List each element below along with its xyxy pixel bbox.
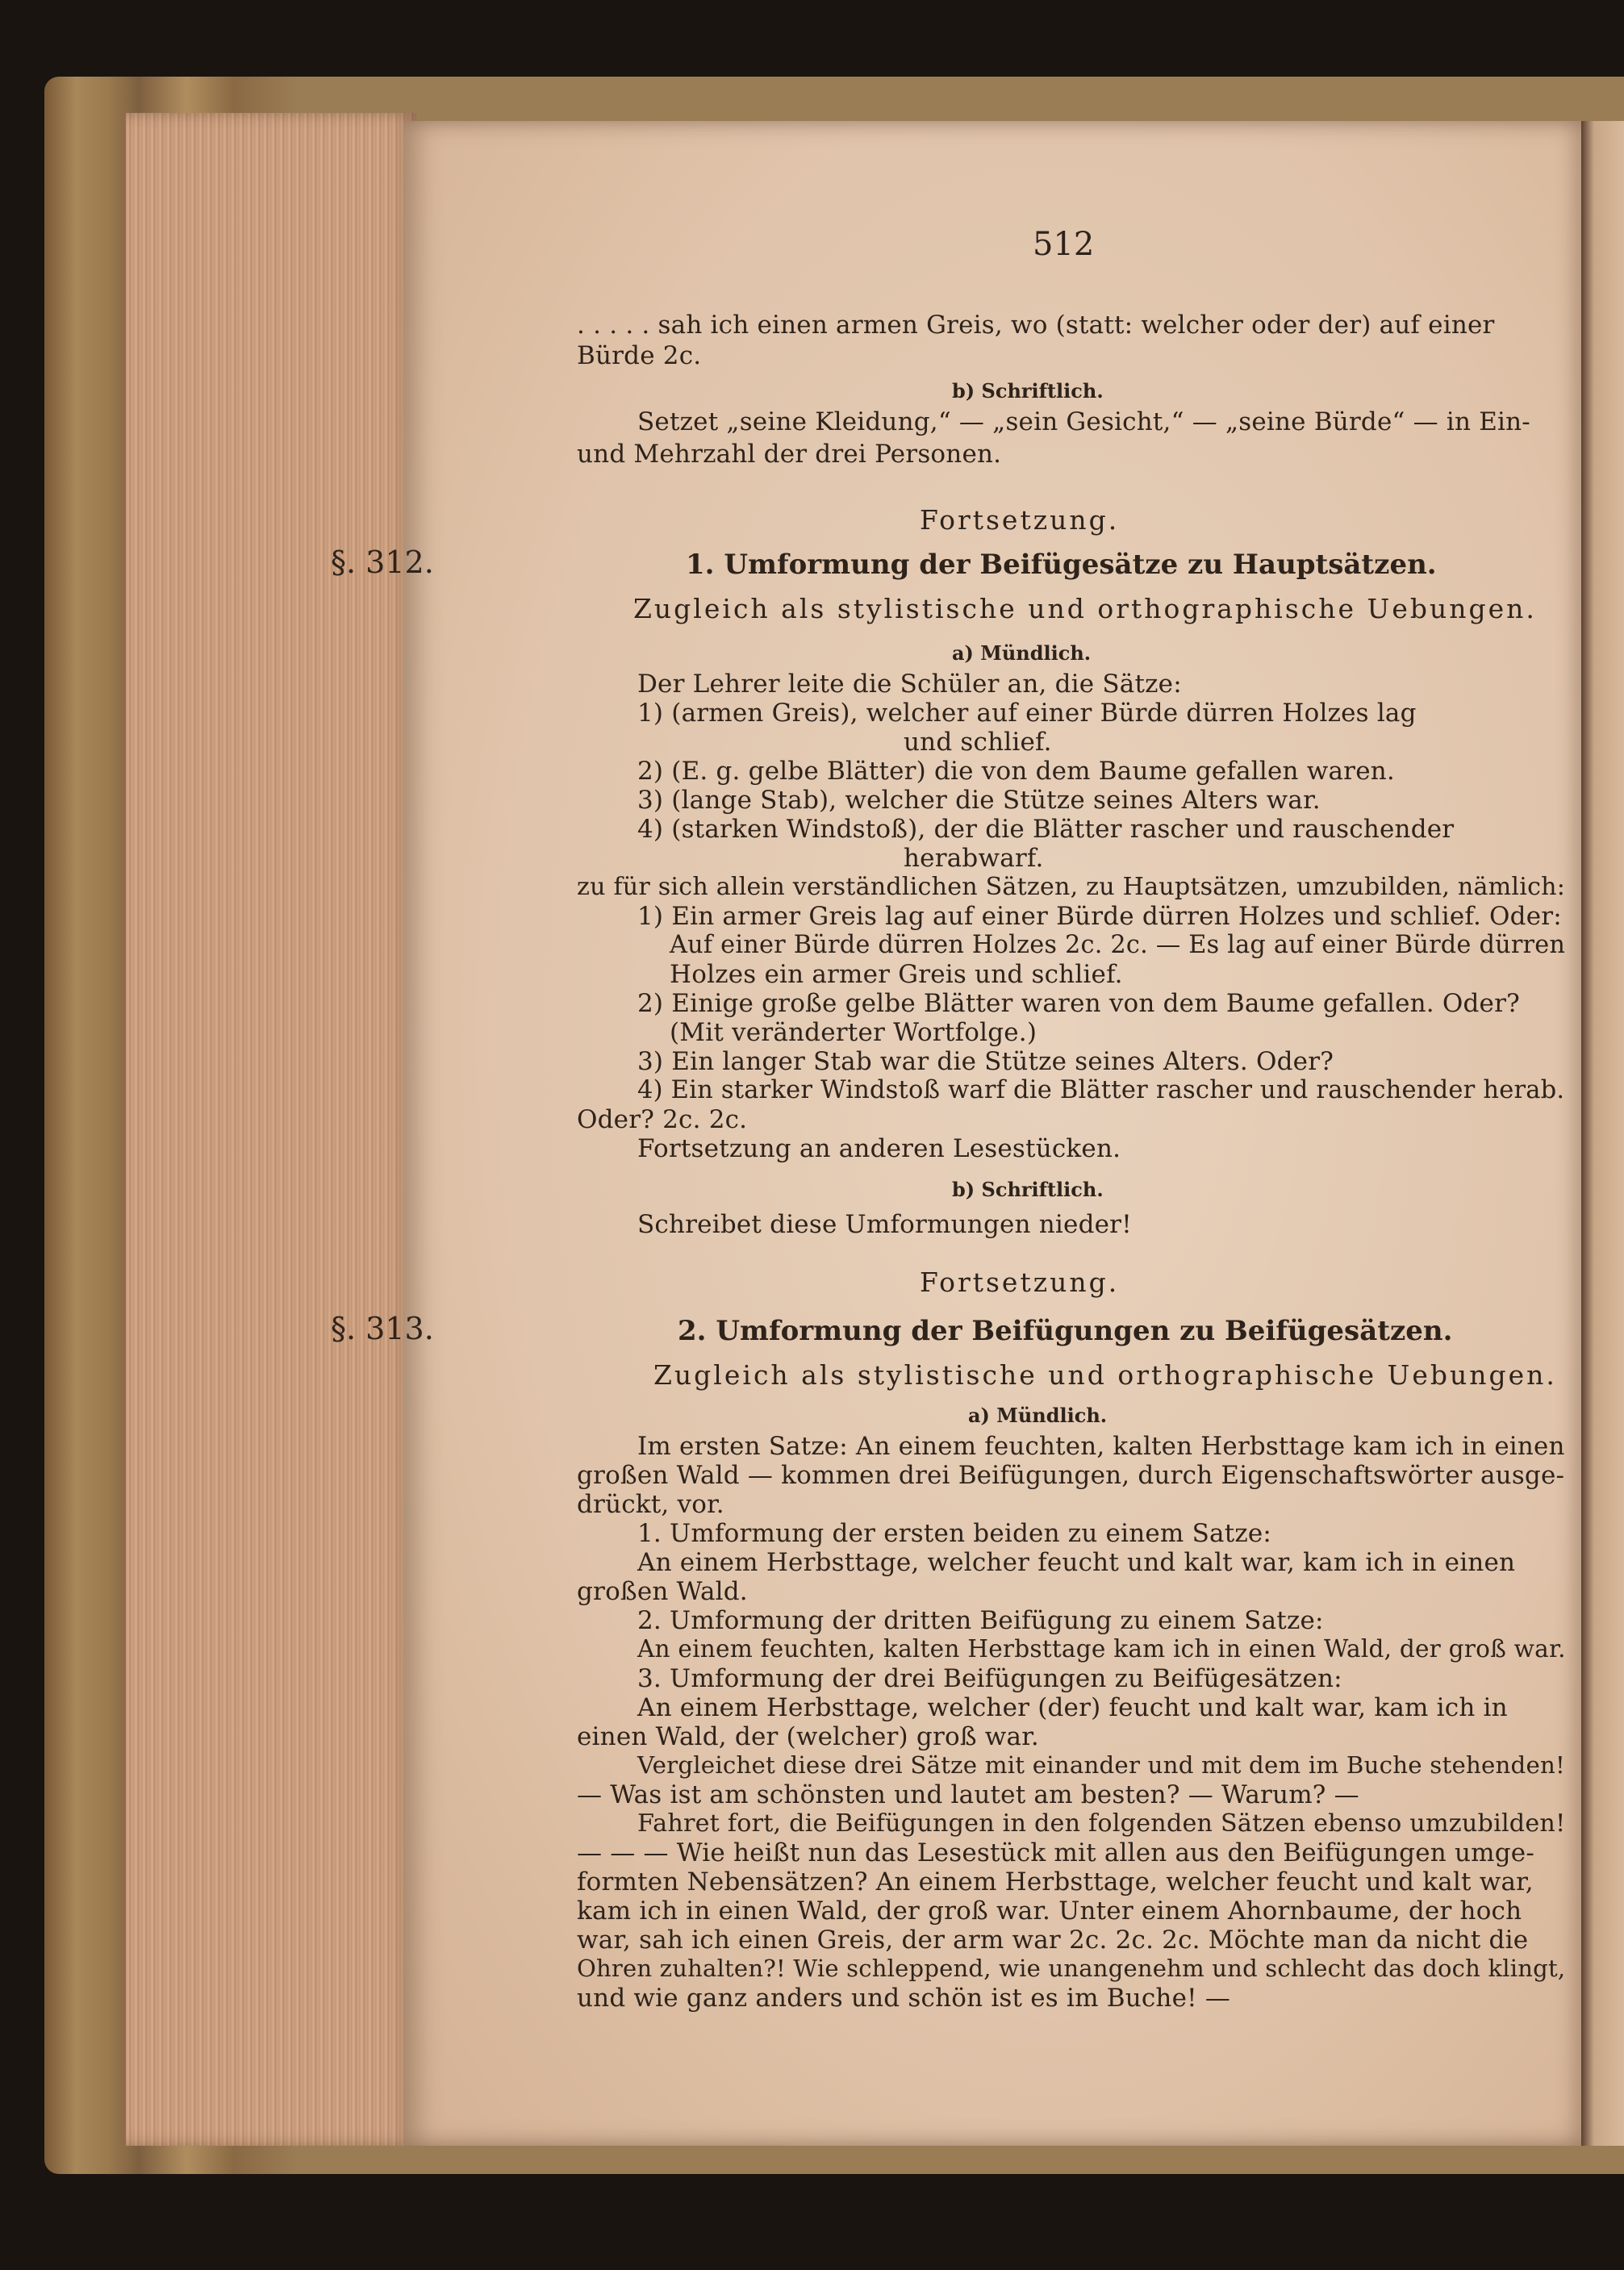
facing-page-edge <box>1581 121 1624 2146</box>
s313-line: kam ich in einen Wald, der groß war. Unter einem Ahornbaume, der hoch <box>577 1897 1522 1926</box>
intro-line-2: Bürde 2c. <box>577 341 702 370</box>
s312-line: zu für sich allein verständlichen Sätzen, zu Hauptsätzen, umzubilden, nämlich: <box>577 873 1566 901</box>
s312-line: und schlief. <box>904 728 1052 757</box>
s313-line: Ohren zuhalten?! Wie schleppend, wie unangenehm und schlecht das doch klingt, <box>577 1955 1566 1982</box>
s313-line: Fahret fort, die Beifügungen in den folgenden Sätzen ebenso umzubilden! <box>637 1809 1566 1838</box>
s312-line: 2) Einige große gelbe Blätter waren von dem Baume gefallen. Oder? <box>637 989 1520 1018</box>
s312-line: 1) Ein armer Greis lag auf einer Bürde dürren Holzes und schlief. Oder: <box>637 902 1562 931</box>
s312-line: 4) Ein starker Windstoß warf die Blätter rascher und rauschender herab. <box>637 1076 1565 1104</box>
s312-b-heading: b) Schriftlich. <box>952 1178 1104 1201</box>
s313-line: Vergleichet diese drei Sätze mit einander und mit dem im Buche stehenden! <box>637 1751 1565 1779</box>
s313-line: An einem Herbsttage, welcher feucht und kalt war, kam ich in einen <box>637 1548 1516 1577</box>
s313-line: großen Wald — kommen drei Beifügungen, durch Eigenschaftswörter ausge- <box>577 1461 1565 1490</box>
s312-line: 3) (lange Stab), welcher die Stütze seines Alters war. <box>637 786 1321 815</box>
s312-fortsetzung: Fortsetzung. <box>920 504 1120 536</box>
s313-line: 3. Umformung der drei Beifügungen zu Beifügesätzen: <box>637 1664 1342 1693</box>
s313-fortsetzung: Fortsetzung. <box>920 1266 1120 1298</box>
s313-paragraph-number: §. 313. <box>331 1311 434 1346</box>
s312-line: Auf einer Bürde dürren Holzes 2c. 2c. — Es lag auf einer Bürde dürren <box>670 931 1566 959</box>
s312-line: Holzes ein armer Greis und schlief. <box>670 960 1123 989</box>
s313-line: formten Nebensätzen? An einem Herbsttage, welcher feucht und kalt war, <box>577 1867 1534 1897</box>
s312-line: (Mit veränderter Wortfolge.) <box>670 1018 1037 1047</box>
s312-b-line: Schreibet diese Umformungen nieder! <box>637 1210 1132 1239</box>
s313-line: An einem Herbsttage, welcher (der) feucht und kalt war, kam ich in <box>637 1693 1508 1722</box>
s312-line: 3) Ein langer Stab war die Stütze seines Alters. Oder? <box>637 1047 1334 1076</box>
s313-line: Im ersten Satze: An einem feuchten, kalten Herbsttage kam ich in einen <box>637 1432 1565 1461</box>
s313-line: — — — Wie heißt nun das Lesestück mit allen aus den Beifügungen umge- <box>577 1838 1535 1867</box>
s313-line: 2. Umformung der dritten Beifügung zu einem Satze: <box>637 1606 1324 1635</box>
s312-title: 1. Umformung der Beifügesätze zu Hauptsätzen. <box>686 549 1437 581</box>
page-number: 512 <box>1033 226 1095 263</box>
s313-line: war, sah ich einen Greis, der arm war 2c. 2c. 2c. Möchte man da nicht die <box>577 1926 1529 1955</box>
s313-line: drückt, vor. <box>577 1490 724 1519</box>
s313-a-heading: a) Mündlich. <box>968 1404 1108 1427</box>
s312-a-heading: a) Mündlich. <box>952 641 1092 665</box>
s313-line: einen Wald, der (welcher) groß war. <box>577 1722 1039 1751</box>
s312-line: 2) (E. g. gelbe Blätter) die von dem Baume gefallen waren. <box>637 757 1395 786</box>
s313-line: 1. Umformung der ersten beiden zu einem Satze: <box>637 1519 1272 1548</box>
s313-line: und wie ganz anders und schön ist es im Buche! — <box>577 1984 1231 2013</box>
s313-line: — Was ist am schönsten und lautet am besten? — Warum? — <box>577 1780 1359 1809</box>
s312-paragraph-number: §. 312. <box>331 545 434 580</box>
intro-b-line-1: Setzet „seine Kleidung,“ — „sein Gesicht,“ — „seine Bürde“ — in Ein- <box>637 407 1530 436</box>
s312-line: Fortsetzung an anderen Lesestücken. <box>637 1134 1121 1163</box>
s312-subtitle: Zugleich als stylistische und orthographische Uebungen. <box>633 593 1537 624</box>
s312-line: Oder? 2c. 2c. <box>577 1105 748 1134</box>
intro-b-heading: b) Schriftlich. <box>952 379 1104 403</box>
s313-subtitle: Zugleich als stylistische und orthographische Uebungen. <box>653 1359 1557 1391</box>
book-page <box>331 121 1581 2146</box>
intro-b-line-2: und Mehrzahl der drei Personen. <box>577 440 1002 469</box>
intro-line-1: . . . . . sah ich einen armen Greis, wo (statt: welcher oder der) auf einer <box>577 311 1495 340</box>
s312-line: 4) (starken Windstoß), der die Blätter rascher und rauschender <box>637 815 1455 844</box>
s313-line: An einem feuchten, kalten Herbsttage kam ich in einen Wald, der groß war. <box>637 1635 1566 1663</box>
s313-line: großen Wald. <box>577 1577 748 1606</box>
page-edges <box>121 113 416 2146</box>
s313-title: 2. Umformung der Beifügungen zu Beifügesätzen. <box>678 1315 1453 1347</box>
s312-line: 1) (armen Greis), welcher auf einer Bürde dürren Holzes lag <box>637 699 1417 728</box>
s312-line: Der Lehrer leite die Schüler an, die Sätze: <box>637 670 1182 699</box>
s312-line: herabwarf. <box>904 844 1044 873</box>
